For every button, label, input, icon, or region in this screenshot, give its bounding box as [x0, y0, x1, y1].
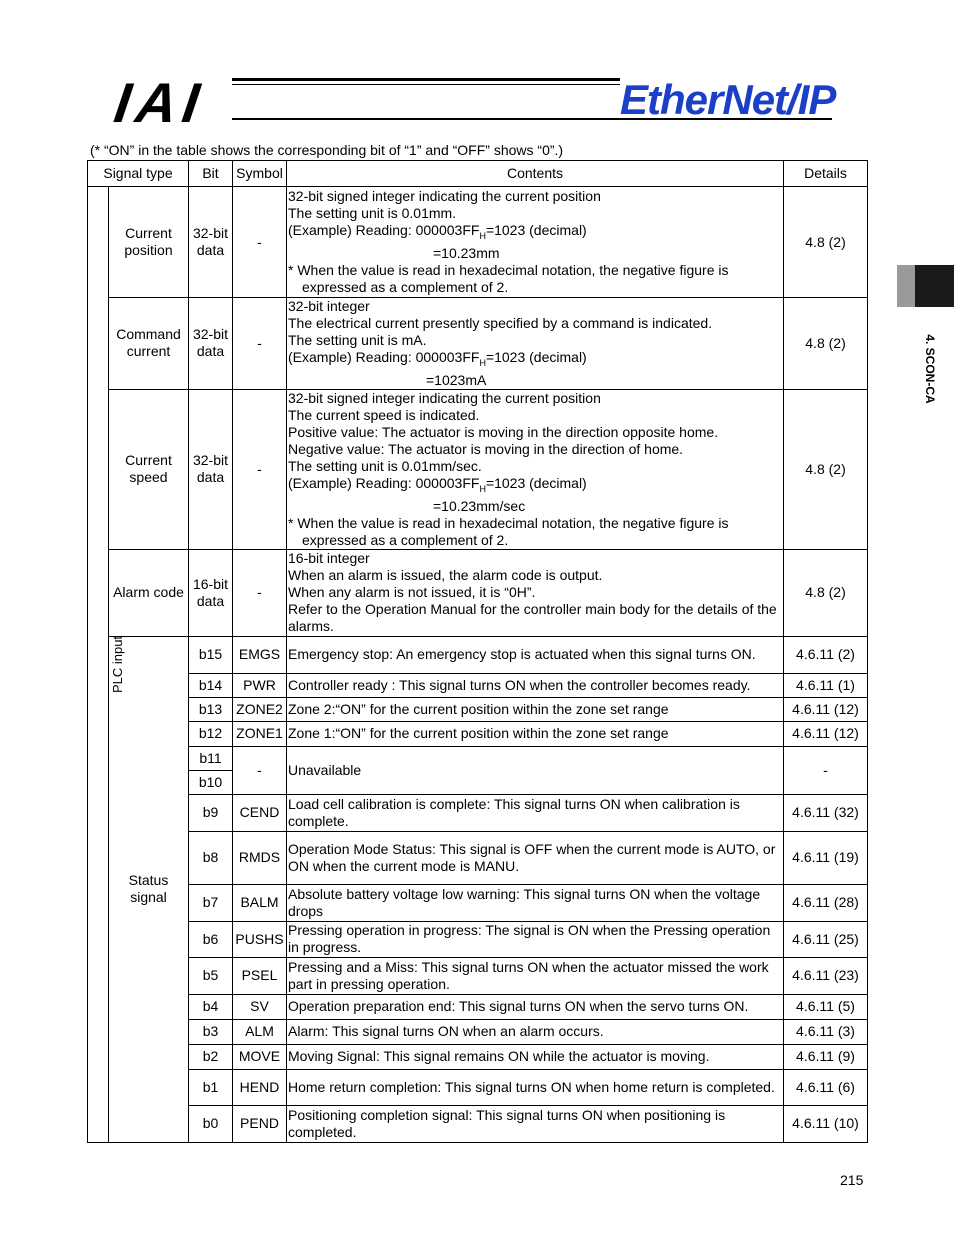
- contents-note: * When the value is read in hexadecimal notation, the negative figure is expressed as a complement of 2.: [288, 261, 729, 295]
- table-row: [88, 549, 868, 636]
- table-row: [88, 721, 868, 746]
- symbol-cell: HEND: [233, 1069, 287, 1105]
- signal-name: Current position: [109, 187, 189, 298]
- bit-cell: b7: [189, 884, 233, 921]
- table-row: [88, 831, 868, 884]
- contents-cell: Home return completion: This signal turns ON when home return is completed.: [287, 1069, 784, 1105]
- symbol-cell: RMDS: [233, 831, 287, 884]
- table-row: [88, 673, 868, 697]
- details-cell: 4.6.11 (3): [784, 1019, 868, 1044]
- contents-cell: Zone 1:“ON” for the current position within the zone set range: [287, 721, 784, 746]
- details-cell: 4.6.11 (10): [784, 1105, 868, 1142]
- header-bit: Bit: [189, 161, 233, 187]
- bit-cell: b3: [189, 1019, 233, 1044]
- symbol-cell: -: [233, 187, 287, 298]
- details-cell: 4.6.11 (12): [784, 697, 868, 721]
- details-cell: 4.6.11 (23): [784, 957, 868, 994]
- details-cell: 4.6.11 (12): [784, 721, 868, 746]
- contents-cell: Pressing operation in progress: The signal is ON when the Pressing operation in progress.: [287, 921, 784, 957]
- bit-cell: b9: [189, 794, 233, 831]
- contents-line: (Example) Reading: $000003FF_H=1023$ (decimal): [288, 474, 587, 494]
- plc-input-label: PLC input: [110, 635, 126, 693]
- details-cell: 4.8 (2): [784, 187, 868, 298]
- contents-cell: Emergency stop: An emergency stop is actuated when this signal turns ON.: [287, 636, 784, 673]
- header-details: Details: [784, 161, 868, 187]
- contents-cell: Controller ready : This signal turns ON when the controller becomes ready.: [287, 673, 784, 697]
- symbol-cell: -: [233, 746, 287, 794]
- table-row: [88, 187, 868, 298]
- symbol-cell: -: [233, 549, 287, 636]
- symbol-cell: PUSHS: [233, 921, 287, 957]
- bit-cell: b11: [189, 746, 233, 770]
- details-cell: 4.6.11 (6): [784, 1069, 868, 1105]
- table-row: [88, 636, 868, 673]
- contents-line: 32-bit signed integer indicating the current position: [288, 188, 601, 205]
- symbol-cell: ZONE1: [233, 721, 287, 746]
- contents-cell: Alarm: This signal turns ON when an alarm occurs.: [287, 1019, 784, 1044]
- bit-cell: b15: [189, 636, 233, 673]
- details-cell: 4.8 (2): [784, 549, 868, 636]
- bit-cell: b4: [189, 994, 233, 1019]
- contents-line: When an alarm is issued, the alarm code is output.: [288, 567, 603, 584]
- chapter-tab-black: [915, 265, 954, 307]
- table-row: [88, 1044, 868, 1069]
- contents-line: The setting unit is mA.: [288, 332, 427, 348]
- bit-cell: b8: [189, 831, 233, 884]
- table-row: [88, 1105, 868, 1142]
- signal-table: [87, 160, 868, 1143]
- signal-name: Alarm code: [109, 549, 189, 636]
- table-row: [88, 746, 868, 770]
- hex-subscript: H: [479, 483, 486, 494]
- contents-cell: Zone 2:“ON” for the current position within the zone set range: [287, 697, 784, 721]
- status-signal-label: Status signal: [109, 636, 189, 1142]
- table-row: [88, 1069, 868, 1105]
- contents-cell: Load cell calibration is complete: This signal turns ON when calibration is complete.: [287, 794, 784, 831]
- chapter-label-text: 4. SCON-CA: [923, 334, 937, 404]
- ethernet-ip-logo: EtherNet/IP: [620, 76, 836, 123]
- contents-note: * When the value is read in hexadecimal notation, the negative figure is expressed as a complement of 2.: [288, 514, 729, 548]
- symbol-cell: CEND: [233, 794, 287, 831]
- symbol-cell: PWR: [233, 673, 287, 697]
- symbol-cell: ALM: [233, 1019, 287, 1044]
- hex-subscript: H: [479, 357, 486, 368]
- symbol-cell: PSEL: [233, 957, 287, 994]
- header-signal-type: Signal type: [88, 161, 189, 187]
- header-rule-mid: [232, 84, 620, 85]
- plc-input-group: [88, 187, 126, 1143]
- contents-line: 16-bit integer: [288, 550, 370, 567]
- details-cell: 4.6.11 (9): [784, 1044, 868, 1069]
- symbol-cell: PEND: [233, 1105, 287, 1142]
- table-row: [88, 957, 868, 994]
- contents-cell: [287, 549, 784, 636]
- bit-cell: 32-bit data: [189, 389, 233, 549]
- bit-cell: b6: [189, 921, 233, 957]
- symbol-cell: -: [233, 389, 287, 549]
- chapter-tab: [897, 265, 954, 307]
- details-cell: 4.6.11 (2): [784, 636, 868, 673]
- contents-cell: [287, 187, 784, 298]
- contents-cell: [287, 389, 784, 549]
- contents-line: =10.23mm: [433, 244, 500, 261]
- contents-line: Refer to the Operation Manual for the controller main body for the details of the alarms.: [288, 601, 777, 635]
- contents-line: =1023mA: [426, 371, 487, 388]
- details-cell: 4.6.11 (5): [784, 994, 868, 1019]
- page-header: [0, 0, 954, 134]
- table-row: [88, 697, 868, 721]
- symbol-cell: ZONE2: [233, 697, 287, 721]
- chapter-tab-gray: [897, 265, 915, 307]
- contents-line: Negative value: The actuator is moving in the direction of home.: [288, 440, 684, 457]
- contents-line: (Example) Reading: $000003FF_H=1023$ (decimal): [288, 349, 587, 368]
- bit-cell: b1: [189, 1069, 233, 1105]
- symbol-cell: -: [233, 298, 287, 390]
- table-row: [88, 994, 868, 1019]
- table-row: [88, 794, 868, 831]
- contents-line: When any alarm is not issued, it is “0H”.: [288, 584, 536, 601]
- bit-cell: b2: [189, 1044, 233, 1069]
- contents-cell: Moving Signal: This signal remains ON while the actuator is moving.: [287, 1044, 784, 1069]
- table-note: (* “ON” in the table shows the corresponding bit of “1” and “OFF” shows “0”.): [90, 142, 564, 158]
- page-number: 215: [840, 1172, 864, 1188]
- bit-cell: b0: [189, 1105, 233, 1142]
- contents-line: The electrical current presently specified by a command is indicated.: [288, 315, 713, 331]
- contents-cell: [287, 298, 784, 390]
- contents-cell: Absolute battery voltage low warning: This signal turns ON when the voltage drops: [287, 884, 784, 921]
- chapter-label: [920, 322, 940, 422]
- bit-cell: b12: [189, 721, 233, 746]
- table-row: [88, 298, 868, 390]
- symbol-cell: MOVE: [233, 1044, 287, 1069]
- header-symbol: Symbol: [233, 161, 287, 187]
- table-row: [88, 884, 868, 921]
- table-row: [88, 921, 868, 957]
- symbol-cell: BALM: [233, 884, 287, 921]
- contents-cell: Operation Mode Status: This signal is OFF when the current mode is AUTO, or ON when the current mode is MANU.: [287, 831, 784, 884]
- contents-line: The setting unit is 0.01mm/sec.: [288, 457, 482, 474]
- signal-name: Command current: [109, 298, 189, 390]
- contents-cell: Operation preparation end: This signal turns ON when the servo turns ON.: [287, 994, 784, 1019]
- details-cell: 4.8 (2): [784, 298, 868, 390]
- details-cell: 4.6.11 (28): [784, 884, 868, 921]
- signal-name: Current speed: [109, 389, 189, 549]
- details-cell: 4.6.11 (1): [784, 673, 868, 697]
- bit-cell: 32-bit data: [189, 187, 233, 298]
- bit-cell: 16-bit data: [189, 549, 233, 636]
- table-row: [88, 389, 868, 549]
- contents-cell: Pressing and a Miss: This signal turns ON when the actuator missed the work part in pressing operation.: [287, 957, 784, 994]
- contents-line: =10.23mm/sec: [433, 497, 526, 514]
- bit-cell: b10: [189, 770, 233, 794]
- bit-cell: b14: [189, 673, 233, 697]
- contents-cell: Positioning completion signal: This signal turns ON when positioning is completed.: [287, 1105, 784, 1142]
- details-cell: 4.6.11 (32): [784, 794, 868, 831]
- symbol-cell: EMGS: [233, 636, 287, 673]
- contents-line: The current speed is indicated.: [288, 406, 480, 423]
- contents-line: (Example) Reading: $000003FF_H=1023$ (decimal): [288, 222, 587, 241]
- details-cell: 4.6.11 (19): [784, 831, 868, 884]
- bit-cell: b13: [189, 697, 233, 721]
- symbol-cell: SV: [233, 994, 287, 1019]
- table-row: [88, 1019, 868, 1044]
- header-rule-top: [232, 78, 620, 81]
- contents-cell: Unavailable: [287, 746, 784, 794]
- iai-logo: IAI: [110, 71, 210, 134]
- header-contents: Contents: [287, 161, 784, 187]
- bit-cell: 32-bit data: [189, 298, 233, 390]
- contents-line: 32-bit integer: [288, 298, 370, 314]
- bit-cell: b5: [189, 957, 233, 994]
- contents-line: Positive value: The actuator is moving in the direction opposite home.: [288, 423, 719, 440]
- table-header-row: [88, 161, 868, 187]
- contents-line: The setting unit is 0.01mm.: [288, 205, 457, 222]
- contents-line: 32-bit signed integer indicating the current position: [288, 389, 601, 406]
- details-cell: -: [784, 746, 868, 794]
- details-cell: 4.6.11 (25): [784, 921, 868, 957]
- hex-subscript: H: [479, 230, 486, 241]
- details-cell: 4.8 (2): [784, 389, 868, 549]
